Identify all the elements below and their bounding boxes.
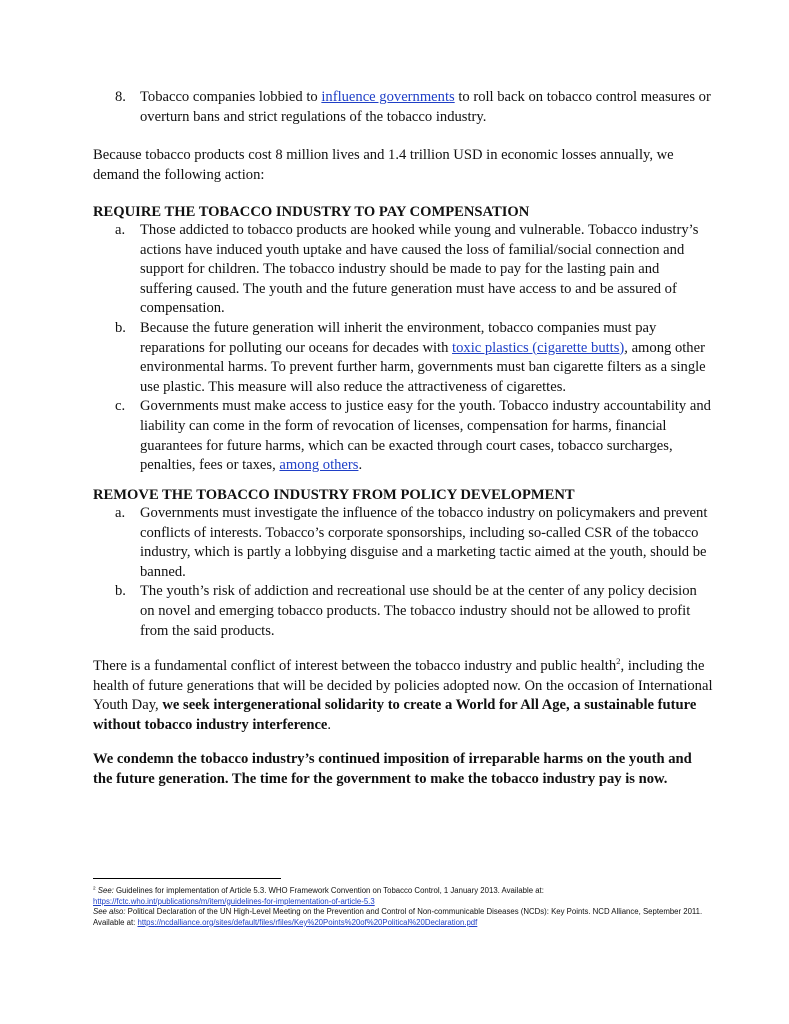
item-text: to roll back on tobacco control measures or overturn bans and strict regulations of the tobacco industry. (140, 89, 711, 125)
toxic-plastics-link[interactable]: toxic plastics (cigarette butts) (452, 339, 625, 356)
list-item-text: , among other environmental harms. To prevent further harm, governments must ban cigarette filters as a single use plastic. This measure will also reduce the attractiveness of cigarettes. (140, 339, 706, 395)
footnote-see-text: Guidelines for implementation of Article 5.3. WHO Framework Convention on Tobacco Control, 1 January 2013. Available at: (113, 886, 544, 895)
intro-paragraph: Because tobacco products cost 8 million lives and 1.4 trillion USD in economic losses annually, we demand the following action: (93, 147, 674, 183)
list-item (93, 397, 713, 475)
footnote-who-link[interactable]: https://fctc.who.int/publications/m/item/guidelines-for-implementation-of-article-5.3 (93, 896, 375, 906)
item-text: Tobacco companies lobbied to (140, 89, 322, 105)
footnote-see-also-label: See also: (93, 907, 126, 917)
list-item-text: Governments must investigate the influence of the tobacco industry on policymakers and prevent conflicts of interests. Tobacco’s corporate sponsorships, including so-called CSR of the tobacco industry, which is partly a lobbying disguise and a marketing tactic aimed at the youth, should be banned. (140, 505, 708, 580)
section-heading-policy: REMOVE THE TOBACCO INDUSTRY FROM POLICY DEVELOPMENT (93, 487, 575, 503)
closing-bold-text: we seek intergenerational solidarity to create a World for All Age, a sustainable future without tobacco industry interference (93, 697, 697, 733)
section-compensation-list (93, 221, 713, 476)
footnote-see-label: See: (97, 886, 114, 895)
list-item (93, 582, 713, 641)
influence-governments-link[interactable]: influence governments (321, 89, 455, 105)
list-marker: b. (115, 583, 126, 600)
list-item-text: Those addicted to tobacco products are hooked while young and vulnerable. Tobacco industry’s actions have induced youth uptake and have caused the loss of familial/social connection and support for children. The tobacco industry should be made to pay for the lasting pain and suffering caused. The youth and the future generation must have access to and be assured of compensation. (140, 222, 699, 317)
final-statement: We condemn the tobacco industry’s continued imposition of irreparable harms on the youth and the future generation. The time for the government to make the tobacco industry pay is now. (93, 751, 692, 787)
footnote-number: 2 (93, 885, 96, 891)
list-item-text: The youth’s risk of addiction and recreational use should be at the center of any policy decision on novel and emerging tobacco products. The tobacco industry should not be allowed to profit from the said products. (140, 583, 697, 639)
list-item-text: . (358, 457, 363, 474)
footnote-see-also-text: Political Declaration of the UN High-Level Meeting on the Prevention and Control of Non-communicable Diseases (NCDs): Key Points. NCD Alliance, September 2011. Available at: (93, 907, 703, 927)
item-number: 8. (115, 89, 126, 105)
closing-text: There is a fundamental conflict of interest between the tobacco industry and public health (93, 658, 617, 674)
closing-text: , including the health of future generations that will be decided by policies adopted now. On the occasion of International Youth Day, (93, 658, 713, 714)
footnote-see (93, 886, 733, 897)
among-others-link[interactable]: among others (279, 457, 359, 474)
footnote (93, 886, 733, 928)
list-marker: c. (115, 398, 126, 415)
footnote-reference: 2 (616, 656, 621, 667)
list-item (93, 319, 713, 397)
footnote-divider (93, 878, 281, 879)
footnote-see-also (93, 907, 733, 928)
footnote-ncd-link[interactable]: https://ncdalliance.org/sites/default/files/rfiles/Key%20Points%20of%20Political%20Declaration.pdf (137, 917, 478, 927)
list-item-text: Governments must make access to justice easy for the youth. Tobacco industry accountability and liability can come in the form of revocation of licenses, compensation for harms, financial guarantees for future harms, which can be exacted through court cases, tobacco surcharges, penalties, fees or taxes, (140, 398, 711, 474)
list-marker: a. (115, 505, 126, 521)
closing-paragraph (93, 657, 713, 735)
footnote-see-url-line (93, 897, 733, 908)
section-heading-compensation: REQUIRE THE TOBACCO INDUSTRY TO PAY COMPENSATION (93, 204, 530, 220)
section-policy-list (93, 504, 713, 641)
list-item (93, 504, 713, 582)
closing-text: . (327, 716, 332, 733)
list-marker: b. (115, 319, 126, 336)
list-item-text: Because the future generation will inherit the environment, tobacco companies must pay reparations for polluting our oceans for decades with (140, 319, 657, 356)
list-item (93, 221, 713, 319)
numbered-item-8 (93, 88, 713, 127)
list-marker: a. (115, 222, 126, 238)
